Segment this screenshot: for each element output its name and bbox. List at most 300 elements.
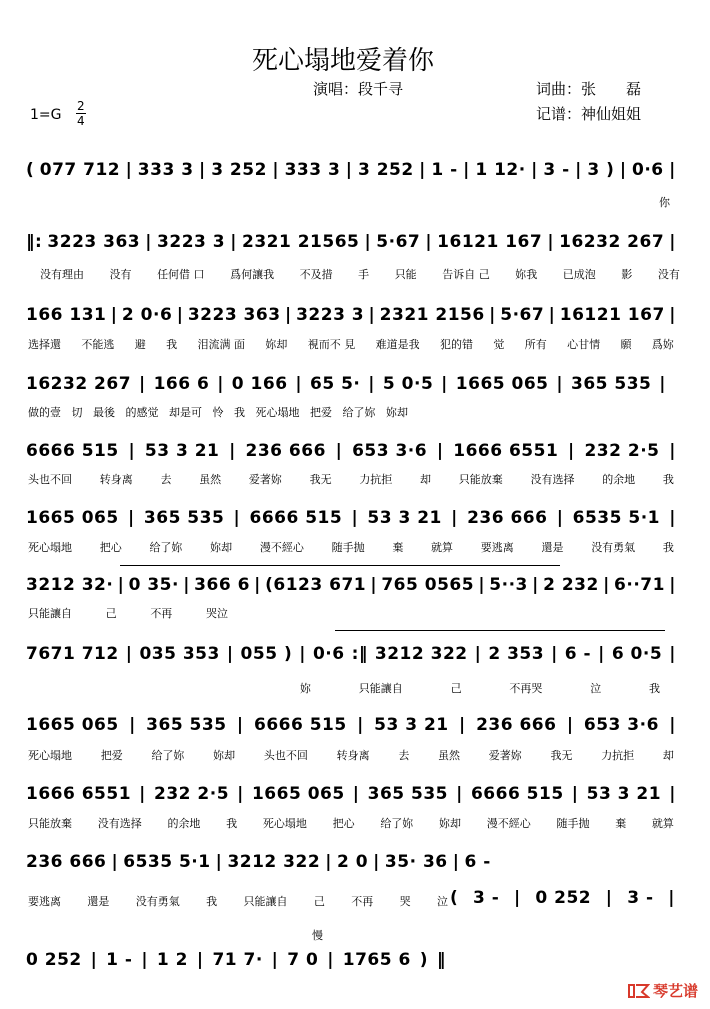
lyric-word: 還是 bbox=[87, 895, 110, 908]
note-group: 1 - bbox=[431, 160, 458, 180]
bar-line: | bbox=[370, 575, 378, 595]
transcriber-credit: 记谱：神仙姐姐 bbox=[536, 105, 642, 123]
bar-line: | bbox=[619, 160, 627, 180]
note-group: 1666 6551 bbox=[453, 441, 559, 461]
lyric-word: 心甘情 bbox=[567, 338, 601, 351]
note-group: 365 535 bbox=[367, 784, 449, 804]
note-group: 2 353 bbox=[488, 644, 545, 664]
lyric-word: 我 bbox=[226, 817, 238, 830]
bar-line: | bbox=[513, 888, 521, 908]
note-group: 6··71 bbox=[614, 575, 665, 595]
notation-row bbox=[26, 950, 446, 970]
lyric-word: 棄 bbox=[392, 541, 404, 554]
note-group: 2321 2156 bbox=[379, 305, 485, 325]
lyric-word: 只能讓自 bbox=[243, 895, 288, 908]
lyric-word: 犯的错 bbox=[440, 338, 473, 351]
note-group: 365 535 bbox=[146, 715, 227, 735]
lyric-word: 手 bbox=[358, 268, 370, 281]
lyric-word: 死心塌地 bbox=[28, 541, 72, 554]
notation-row bbox=[26, 575, 676, 595]
bar-line: | bbox=[669, 784, 676, 804]
note-group: 3223 3 bbox=[157, 232, 226, 252]
lyric-word: 告诉自 己 bbox=[442, 268, 490, 281]
bar-line: | bbox=[669, 305, 676, 325]
bar-line: | bbox=[284, 305, 292, 325]
bar-line: | bbox=[138, 374, 146, 394]
note-group: 232 2·5 bbox=[584, 441, 660, 461]
volta-bracket bbox=[335, 630, 665, 631]
lyric-word: 我 bbox=[234, 406, 245, 419]
bar-line: | bbox=[575, 160, 582, 180]
lyric-word: 没有 bbox=[109, 268, 132, 281]
lyric-word: 没有选择 bbox=[530, 473, 575, 486]
lyric-word: 我 bbox=[648, 682, 660, 695]
notation-row bbox=[26, 160, 676, 180]
lyric-word: 妳却 bbox=[439, 817, 462, 830]
lyric-word: 妳却 bbox=[213, 749, 236, 762]
lyric-word: 妳我 bbox=[515, 268, 538, 281]
note-group: 6666 515 bbox=[249, 508, 343, 528]
lyric-word: 我 bbox=[206, 895, 218, 908]
lyric-row bbox=[40, 266, 680, 282]
bar-line: | bbox=[436, 441, 444, 461]
lyric-row bbox=[650, 194, 670, 210]
bar-line: | bbox=[352, 784, 360, 804]
lyric-word: 不再 bbox=[351, 895, 374, 908]
lyric-word: 泣 bbox=[437, 895, 448, 908]
note-group: 236 666 bbox=[26, 852, 107, 872]
notation-row bbox=[26, 644, 676, 664]
song-title: 死心塌地爱着你 bbox=[252, 46, 435, 76]
bar-line: | bbox=[669, 160, 676, 180]
bar-line: | bbox=[568, 441, 575, 461]
note-group: 3 - bbox=[472, 888, 500, 908]
bar-line: | bbox=[368, 374, 376, 394]
lyric-word: 把心 bbox=[332, 817, 355, 830]
lyric-word: 没有勇氣 bbox=[135, 895, 180, 908]
singer-credit: 演唱：段千寻 bbox=[313, 80, 404, 98]
note-group: 232 2·5 bbox=[154, 784, 230, 804]
note-group: 3 252 bbox=[357, 160, 414, 180]
bar-line: | bbox=[272, 160, 280, 180]
note-group: 6666 515 bbox=[470, 784, 564, 804]
notation-row bbox=[26, 508, 676, 528]
bar-line: | bbox=[127, 508, 135, 528]
lyric-word: 没有勇氣 bbox=[591, 541, 636, 554]
note-group: 1665 065 bbox=[455, 374, 549, 394]
note-group: 3212 32· bbox=[26, 575, 114, 595]
bar-line: | bbox=[145, 232, 152, 252]
lyric-word: 力抗拒 bbox=[601, 749, 635, 762]
note-group: 53 3 21 bbox=[144, 441, 220, 461]
bar-line: | bbox=[419, 160, 426, 180]
bar-line: | bbox=[230, 232, 237, 252]
note-group: 6535 5·1 bbox=[123, 852, 211, 872]
lyric-word: 转身离 bbox=[336, 749, 370, 762]
bar-line: | bbox=[128, 441, 136, 461]
note-group: 333 3 bbox=[137, 160, 194, 180]
bar-line: | bbox=[236, 715, 244, 735]
bar-line: | bbox=[117, 575, 125, 595]
bar-line: :‖ bbox=[351, 644, 368, 664]
bar-line: | bbox=[556, 508, 564, 528]
bar-line: | bbox=[271, 950, 279, 970]
lyric-word: 却是可 bbox=[169, 406, 202, 419]
note-group: 3223 3 bbox=[296, 305, 365, 325]
lyric-word: 我无 bbox=[309, 473, 332, 486]
lyric-word: 己 bbox=[313, 895, 325, 908]
lyric-word: 要逃离 bbox=[28, 895, 61, 908]
note-group: 35· 36 bbox=[384, 852, 448, 872]
note-group: 53 3 21 bbox=[367, 508, 442, 528]
lyric-word: 给了妳 bbox=[151, 749, 185, 762]
lyric-word: 死心塌地 bbox=[28, 749, 72, 762]
note-group: 16232 267 bbox=[26, 374, 132, 394]
lyric-word: 己 bbox=[105, 607, 117, 620]
lyric-row bbox=[28, 471, 674, 487]
bar-line: | bbox=[547, 232, 555, 252]
lyric-word: 死心塌地 bbox=[262, 817, 307, 830]
note-group: 333 3 bbox=[284, 160, 341, 180]
note-group: 1 2 bbox=[156, 950, 188, 970]
bar-line: | bbox=[129, 715, 136, 735]
note-group: 0·6 bbox=[632, 160, 664, 180]
lyric-word: 只能 bbox=[394, 268, 417, 281]
note-group: 1666 6551 bbox=[26, 784, 132, 804]
bar-line: | bbox=[532, 575, 539, 595]
bar-line: | bbox=[229, 441, 236, 461]
lyric-word: 已成泡 bbox=[562, 268, 596, 281]
bar-line: | bbox=[451, 508, 458, 528]
lyric-word: 只能放棄 bbox=[28, 817, 72, 830]
bar-line: | bbox=[373, 852, 380, 872]
lyric-word: 给了妳 bbox=[149, 541, 183, 554]
site-logo bbox=[628, 980, 698, 1001]
bar-line: | bbox=[556, 374, 564, 394]
note-group: 3 ) bbox=[587, 160, 615, 180]
note-group: 055 ) bbox=[240, 644, 293, 664]
lyric-row bbox=[28, 605, 228, 621]
note-group: 0 252 bbox=[26, 950, 82, 970]
lyric-word: 的余地 bbox=[167, 817, 201, 830]
note-group: ( bbox=[26, 160, 35, 180]
lyric-word: 只能讓自 bbox=[358, 682, 403, 695]
note-group: 6 0·5 bbox=[611, 644, 663, 664]
bar-line: | bbox=[233, 508, 241, 528]
lyric-word: 避 bbox=[134, 338, 146, 351]
note-group: 1665 065 bbox=[26, 715, 119, 735]
lyric-word: 影 bbox=[621, 268, 633, 281]
lyric-word: 虽然 bbox=[199, 473, 222, 486]
note-group: 0·6 bbox=[312, 644, 345, 664]
lyric-word: 把爱 bbox=[100, 749, 123, 762]
logo-text: 琴艺谱 bbox=[652, 982, 698, 1000]
lyric-word: 不再 bbox=[150, 607, 173, 620]
lyric-word: 我无 bbox=[550, 749, 573, 762]
note-group: 0 35· bbox=[128, 575, 179, 595]
lyric-word: 哭泣 bbox=[205, 607, 228, 620]
note-group: 6666 515 bbox=[253, 715, 347, 735]
note-group: 3212 322 bbox=[374, 644, 468, 664]
bar-line: | bbox=[90, 950, 98, 970]
bar-line: | bbox=[669, 715, 676, 735]
bar-line: | bbox=[458, 715, 466, 735]
notation-row bbox=[26, 232, 676, 252]
lyric-word: 把心 bbox=[99, 541, 122, 554]
note-group: 765 0565 bbox=[381, 575, 475, 595]
bar-line: | bbox=[425, 232, 433, 252]
note-group: 3223 363 bbox=[187, 305, 281, 325]
lyric-word: 做的壹 bbox=[28, 406, 61, 419]
lyric-word: 願 bbox=[620, 338, 632, 351]
note-group: 1665 065 bbox=[251, 784, 345, 804]
note-group: 366 6 bbox=[194, 575, 250, 595]
note-group: 1 12· bbox=[475, 160, 526, 180]
bar-line: | bbox=[531, 160, 538, 180]
lyric-word: 只能讓自 bbox=[28, 607, 72, 620]
bar-line: | bbox=[566, 715, 574, 735]
note-group: 166 6 bbox=[153, 374, 210, 394]
note-group: 3 - bbox=[627, 888, 654, 908]
note-group: 077 712 bbox=[39, 160, 121, 180]
lyric-word: 力抗拒 bbox=[359, 473, 393, 486]
bar-line: | bbox=[603, 575, 610, 595]
bar-line: | bbox=[325, 852, 332, 872]
note-group: 0 166 bbox=[231, 374, 288, 394]
notation-row bbox=[450, 888, 675, 908]
lyric-word: 却 bbox=[662, 749, 674, 762]
note-group: 5··3 bbox=[489, 575, 528, 595]
note-group: 16121 167 bbox=[437, 232, 543, 252]
lyric-word: 慢 bbox=[312, 929, 323, 942]
lyric-word: 去 bbox=[398, 749, 410, 762]
key-signature: 1=G bbox=[30, 107, 62, 123]
notation-row bbox=[26, 305, 676, 325]
lyric-word: 妳却 bbox=[386, 406, 408, 419]
bar-line: | bbox=[478, 575, 486, 595]
bar-line: ‖ bbox=[436, 950, 446, 970]
lyric-word: 己 bbox=[450, 682, 462, 695]
lyric-word: 的感觉 bbox=[125, 406, 159, 419]
lyric-word: 觉 bbox=[493, 338, 505, 351]
lyric-word: 我 bbox=[662, 541, 674, 554]
lyric-word: 就算 bbox=[431, 541, 454, 554]
bar-line: | bbox=[176, 305, 184, 325]
lyric-word: 泣 bbox=[590, 682, 602, 695]
lyric-word: 切 bbox=[71, 406, 83, 419]
lyric-word: 没有理由 bbox=[40, 268, 84, 281]
notation-row bbox=[26, 441, 676, 461]
lyric-row bbox=[312, 927, 332, 943]
note-group: 3212 322 bbox=[227, 852, 321, 872]
note-group: ( bbox=[450, 888, 459, 908]
bar-line: | bbox=[669, 575, 676, 595]
note-group: 653 3·6 bbox=[583, 715, 659, 735]
note-group: 1 - bbox=[106, 950, 133, 970]
bar-line: | bbox=[659, 374, 666, 394]
lyric-row bbox=[300, 680, 660, 696]
composer-credit: 词曲：张 磊 bbox=[536, 80, 642, 98]
note-group: 236 666 bbox=[476, 715, 557, 735]
lyric-word: 妳却 bbox=[265, 338, 288, 351]
note-group: 7671 712 bbox=[26, 644, 119, 664]
note-group: 166 131 bbox=[26, 305, 107, 325]
lyric-word: 怜 bbox=[212, 406, 224, 419]
bar-line: | bbox=[669, 232, 676, 252]
lyric-word: 难道是我 bbox=[375, 338, 420, 351]
note-group: 53 3 21 bbox=[586, 784, 662, 804]
bar-line: | bbox=[456, 784, 463, 804]
note-group: 236 666 bbox=[245, 441, 326, 461]
bar-line: ‖: bbox=[26, 232, 43, 252]
note-group: 5·67 bbox=[500, 305, 545, 325]
notation-row bbox=[26, 784, 676, 804]
bar-line: | bbox=[357, 715, 364, 735]
logo-icon bbox=[628, 982, 650, 1000]
bar-line: | bbox=[548, 305, 556, 325]
bar-line: | bbox=[598, 644, 605, 664]
bar-line: | bbox=[605, 888, 613, 908]
bar-line: | bbox=[183, 575, 190, 595]
note-group: 6666 515 bbox=[26, 441, 119, 461]
lyric-word: 就算 bbox=[651, 817, 674, 830]
lyric-word: 棄 bbox=[615, 817, 627, 830]
bar-line: | bbox=[463, 160, 470, 180]
bar-line: | bbox=[139, 784, 146, 804]
lyric-word: 爱著妳 bbox=[248, 473, 282, 486]
lyric-word: 哭 bbox=[399, 895, 411, 908]
time-signature-top: 2 bbox=[77, 99, 85, 113]
bar-line: | bbox=[111, 852, 119, 872]
note-group: 1765 6 bbox=[342, 950, 411, 970]
lyric-word: 头也不回 bbox=[263, 749, 308, 762]
lyric-word: 只能放棄 bbox=[458, 473, 503, 486]
lyric-word: 给了妳 bbox=[342, 406, 376, 419]
note-group: 3223 363 bbox=[47, 232, 141, 252]
bar-line: | bbox=[141, 950, 149, 970]
note-group: 2 0·6 bbox=[121, 305, 173, 325]
note-group: 1665 065 bbox=[26, 508, 119, 528]
note-group: 365 535 bbox=[571, 374, 652, 394]
bar-line: | bbox=[196, 950, 204, 970]
lyric-word: 随手抛 bbox=[331, 541, 365, 554]
bar-line: | bbox=[217, 374, 224, 394]
lyric-word: 转身离 bbox=[99, 473, 133, 486]
lyric-word: 要逃离 bbox=[480, 541, 514, 554]
lyric-word: 不及措 bbox=[299, 268, 333, 281]
lyric-row bbox=[28, 539, 674, 555]
lyric-word: 所有 bbox=[524, 338, 547, 351]
note-group: 16232 267 bbox=[559, 232, 665, 252]
note-group: 7 0 bbox=[287, 950, 319, 970]
lyric-word: 爲何讓我 bbox=[230, 268, 275, 281]
notation-row bbox=[26, 715, 676, 735]
note-group: 653 3·6 bbox=[352, 441, 428, 461]
lyric-word: 把爱 bbox=[310, 406, 332, 419]
bar-line: | bbox=[364, 232, 372, 252]
bar-line: | bbox=[351, 508, 359, 528]
lyric-word: 随手抛 bbox=[556, 817, 590, 830]
bar-line: | bbox=[345, 160, 353, 180]
note-group: 5 0·5 bbox=[382, 374, 434, 394]
lyric-word: 還是 bbox=[541, 541, 564, 554]
lyric-word: 虽然 bbox=[438, 749, 461, 762]
bar-line: | bbox=[368, 305, 376, 325]
lyric-word: 去 bbox=[160, 473, 172, 486]
lyric-word: 死心塌地 bbox=[255, 406, 300, 419]
bar-line: | bbox=[669, 441, 676, 461]
bar-line: | bbox=[299, 644, 306, 664]
note-group: (6123 671 bbox=[265, 575, 367, 595]
bar-line: | bbox=[125, 644, 133, 664]
bar-line: | bbox=[669, 644, 676, 664]
bar-line: | bbox=[335, 441, 343, 461]
bar-line: | bbox=[551, 644, 558, 664]
lyric-row bbox=[28, 336, 674, 352]
lyric-word: 却 bbox=[420, 473, 432, 486]
lyric-word: 的余地 bbox=[602, 473, 636, 486]
lyric-row bbox=[28, 893, 448, 909]
lyric-word: 不能逃 bbox=[81, 338, 115, 351]
bar-line: | bbox=[295, 374, 303, 394]
bar-line: | bbox=[669, 508, 676, 528]
lyric-word: 泪流满 面 bbox=[197, 338, 245, 351]
note-group: 236 666 bbox=[467, 508, 548, 528]
notation-row bbox=[26, 374, 666, 394]
bar-line: | bbox=[474, 644, 482, 664]
note-group: 71 7· bbox=[212, 950, 263, 970]
bar-line: | bbox=[452, 852, 460, 872]
bar-line: | bbox=[571, 784, 579, 804]
note-group: 65 5· bbox=[310, 374, 361, 394]
notation-row bbox=[26, 852, 496, 872]
note-group: 53 3 21 bbox=[374, 715, 449, 735]
note-group: 3 - bbox=[543, 160, 570, 180]
lyric-word: 妳 bbox=[300, 682, 311, 695]
lyric-word: 头也不回 bbox=[28, 473, 72, 486]
lyric-word: 爱著妳 bbox=[488, 749, 522, 762]
lyric-word: 选择還 bbox=[28, 338, 61, 351]
time-signature-bottom: 4 bbox=[77, 114, 85, 128]
note-group: 0 252 bbox=[535, 888, 592, 908]
lyric-word: 任何借 口 bbox=[157, 268, 205, 281]
lyric-word: 给了妳 bbox=[380, 817, 414, 830]
lyric-word: 最後 bbox=[93, 406, 115, 419]
lyric-word: 不再哭 bbox=[509, 682, 543, 695]
note-group: 2 232 bbox=[543, 575, 599, 595]
note-group: 2321 21565 bbox=[242, 232, 360, 252]
lyric-word: 我 bbox=[662, 473, 674, 486]
note-group: 3 252 bbox=[211, 160, 267, 180]
lyric-word: 没有选择 bbox=[97, 817, 142, 830]
note-group: ) bbox=[419, 950, 428, 970]
lyric-row bbox=[28, 815, 674, 831]
note-group: 6535 5·1 bbox=[572, 508, 660, 528]
bar-line: | bbox=[125, 160, 133, 180]
bar-line: | bbox=[327, 950, 334, 970]
note-group: 035 353 bbox=[139, 644, 220, 664]
lyric-word: 爲妳 bbox=[651, 338, 674, 351]
note-group: 6 - bbox=[564, 644, 592, 664]
bar-line: | bbox=[254, 575, 261, 595]
note-group: 6 - bbox=[464, 852, 491, 872]
note-group: 365 535 bbox=[143, 508, 225, 528]
lyric-row bbox=[28, 747, 674, 763]
bar-line: | bbox=[441, 374, 448, 394]
note-group: 5·67 bbox=[376, 232, 421, 252]
lyric-word: 漫不經心 bbox=[486, 817, 531, 830]
lyric-word: 我 bbox=[166, 338, 178, 351]
